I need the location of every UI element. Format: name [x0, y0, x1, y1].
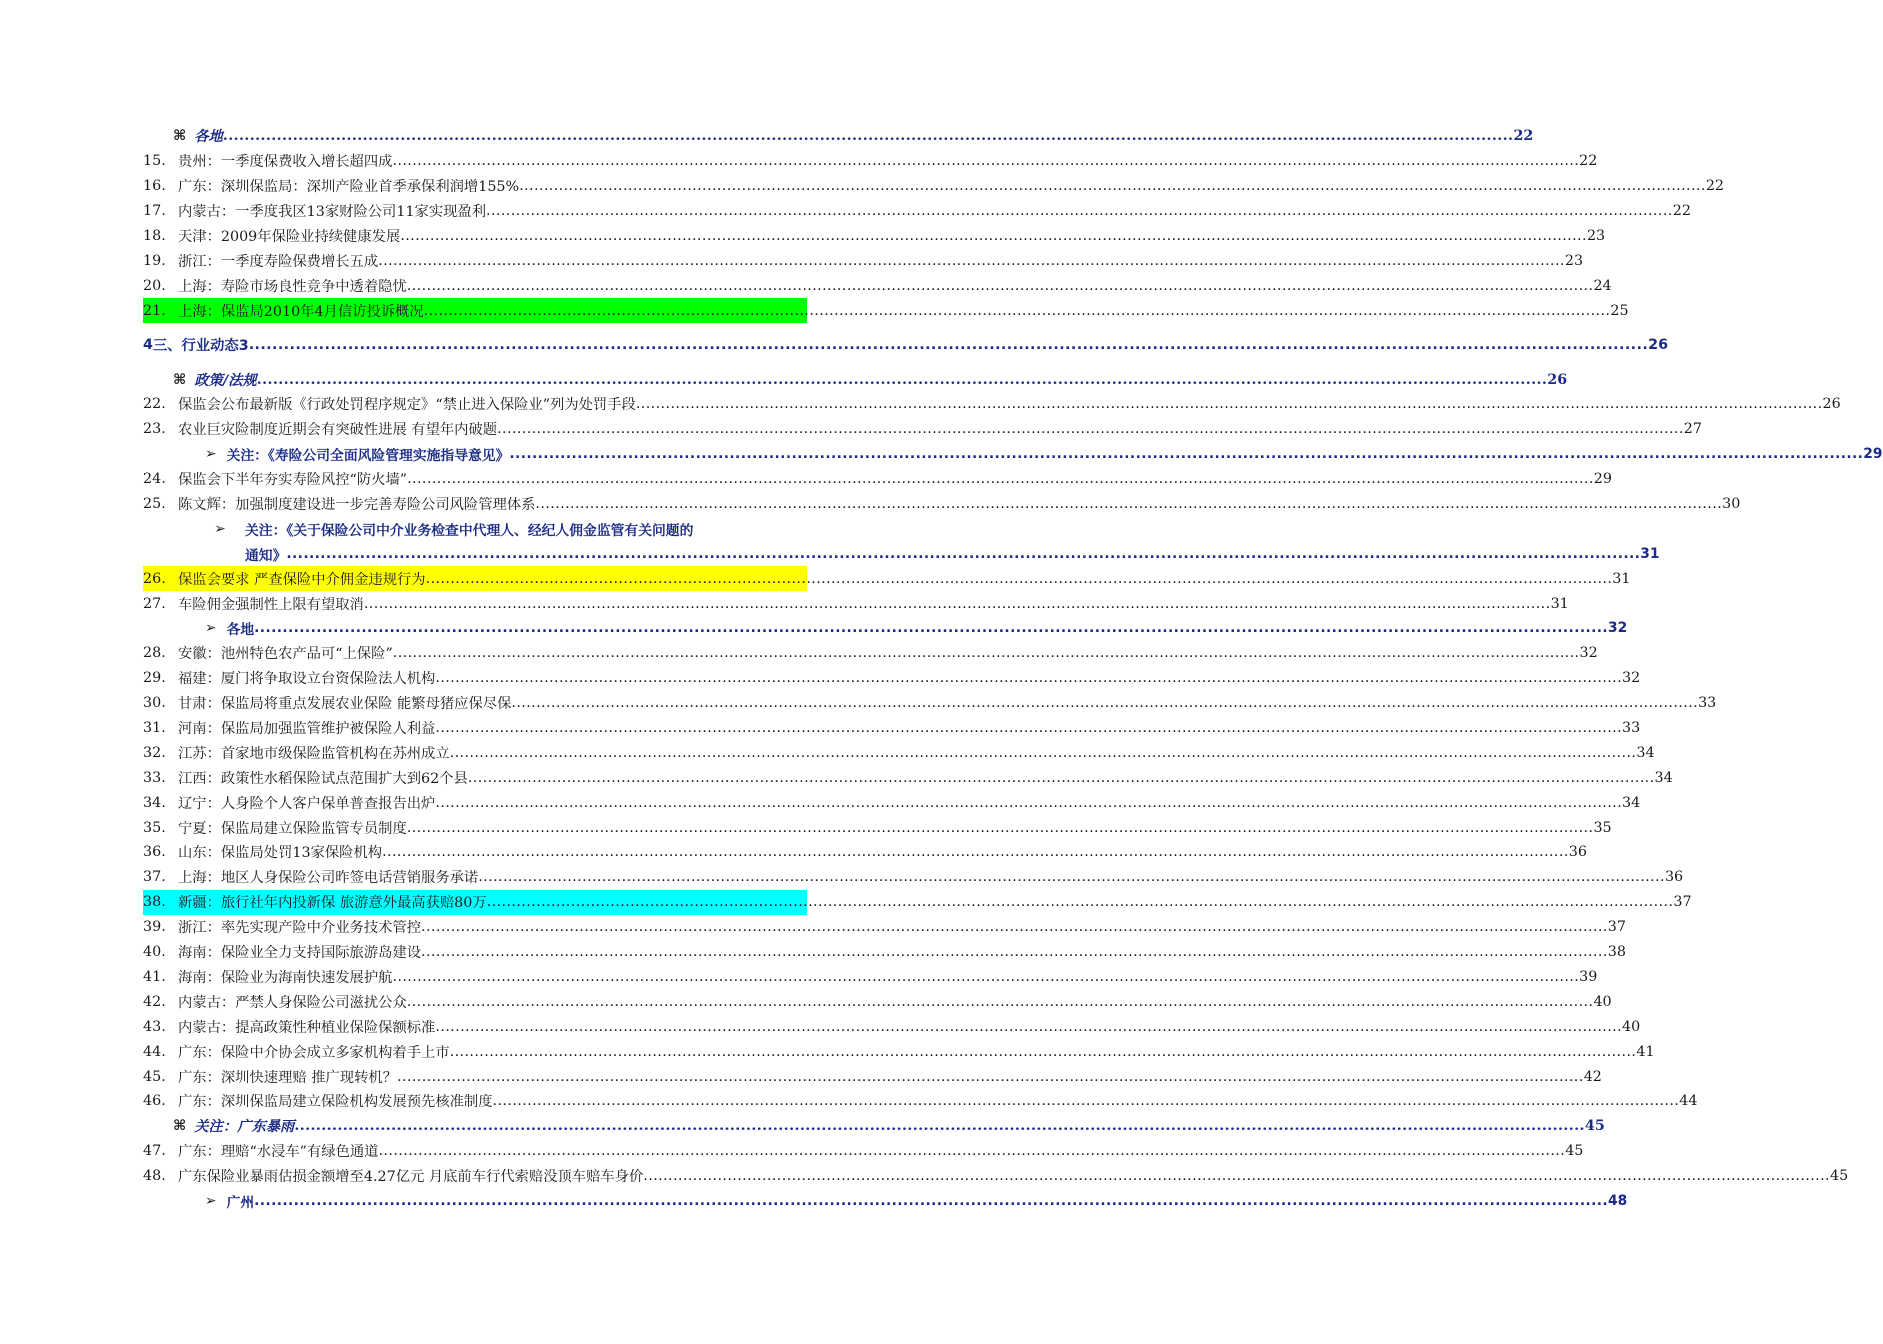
dot-leader: ................................................................................................................................................................................................................................................ — [486, 894, 1674, 911]
entry-title: 天津：2009年保险业持续健康发展 — [178, 229, 401, 245]
toc-entry[interactable] — [143, 716, 1641, 741]
toc-entry[interactable] — [143, 199, 1691, 224]
page-number: 32 — [1622, 670, 1641, 687]
page-number: 40 — [1593, 993, 1612, 1010]
entry-number: 44. — [143, 1043, 166, 1060]
page-number: 23 — [1564, 252, 1584, 269]
entry-number: 25. — [143, 496, 166, 513]
entry-number: 39. — [143, 919, 166, 936]
entry-title: 海南：保险业为海南快速发展护航 — [178, 969, 393, 986]
entry-number: 21. — [143, 302, 166, 319]
entry-number: 34. — [143, 794, 166, 811]
entry-title: 车险佣金强制性上限有望取消 — [178, 596, 364, 613]
toc-entry[interactable] — [143, 298, 1629, 323]
toc-entry[interactable] — [143, 765, 1673, 790]
entry-title: 保监会公布最新版《行政处罚程序规定》“禁止进入保险业”列为处罚手段 — [178, 397, 636, 414]
entry-title: 内蒙古：提高政策性种植业保险保额标准 — [178, 1019, 436, 1036]
entry-number: 28. — [143, 645, 166, 662]
entry-title: 浙江：率先实现产险中介业务技术管控 — [178, 920, 422, 937]
dot-leader: ................................................................................................................................................................................................................................................ — [421, 944, 1608, 961]
dot-leader: ................................................................................................................................................................................................................................................ — [254, 620, 1609, 637]
arrow-right-icon: ➢ — [205, 446, 217, 463]
toc-entry[interactable] — [143, 965, 1598, 990]
entry-title: 广东保险业暴雨估损金额增至4.27亿元 月底前车行代索赔没顶车赔车身价 — [178, 1169, 644, 1186]
page-number: 33 — [1698, 695, 1717, 712]
toc-subheading[interactable] — [143, 442, 1883, 467]
page-number: 23 — [1586, 228, 1606, 244]
toc-entry[interactable] — [143, 989, 1612, 1014]
entry-number: 23. — [143, 421, 166, 438]
toc-entry[interactable] — [143, 174, 1725, 199]
dot-leader: ................................................................................................................................................................................................................................................ — [492, 1093, 1680, 1110]
toc-entry[interactable] — [143, 492, 1741, 517]
entry-title: 宁夏：保监局建立保险监管专员制度 — [178, 820, 407, 837]
subheading-title: 各地 — [226, 622, 255, 639]
toc-entry[interactable] — [143, 790, 1641, 815]
dot-leader: ................................................................................................................................................................................................................................................ — [423, 302, 1611, 319]
page-number: 22 — [1579, 153, 1598, 170]
entry-title: 上海：保监局2010年4月信访投诉概况 — [178, 303, 424, 320]
page-number: 27 — [1683, 421, 1702, 438]
entry-title: 山东：保监局处罚13家保险机构 — [178, 845, 383, 862]
page-number: 44 — [1679, 1093, 1698, 1110]
group-title: 各地 — [194, 129, 223, 146]
toc-entry[interactable] — [143, 915, 1626, 940]
page-number: 48 — [1608, 1192, 1628, 1209]
entry-title: 广东：深圳快速理赔 推广现转机？ — [178, 1069, 397, 1086]
toc-entry[interactable] — [143, 1089, 1698, 1114]
dot-leader: ................................................................................................................................................................................................................................................ — [449, 744, 1637, 761]
toc-entry[interactable] — [143, 149, 1598, 174]
page-number: 34 — [1636, 744, 1655, 761]
command-icon: ⌘ — [173, 1118, 187, 1135]
dot-leader: ................................................................................................................................................................................................................................................ — [509, 446, 1864, 463]
page-number: 25 — [1610, 302, 1629, 319]
page-number: 22 — [1513, 128, 1534, 145]
toc-entry[interactable] — [143, 467, 1612, 492]
entry-title: 上海：地区人身保险公司昨签电话营销服务承诺 — [178, 870, 479, 887]
page-number: 40 — [1622, 1018, 1641, 1035]
dot-leader: ................................................................................................................................................................................................................................................ — [286, 545, 1641, 562]
toc-group-heading[interactable] — [143, 1114, 1605, 1139]
dot-leader: ................................................................................................................................................................................................................................................ — [435, 670, 1623, 687]
entry-number: 35. — [143, 819, 166, 836]
dot-leader: ................................................................................................................................................................................................................................................ — [378, 252, 1565, 269]
entry-number: 36. — [143, 844, 166, 861]
page-number: 37 — [1607, 919, 1626, 936]
page-number: 37 — [1673, 894, 1692, 911]
toc-entry[interactable] — [143, 566, 1631, 591]
dot-leader: ................................................................................................................................................................................................................................................ — [397, 1068, 1584, 1085]
entry-number: 33. — [143, 769, 166, 786]
entry-number: 29. — [143, 670, 166, 687]
dot-leader: ................................................................................................................................................................................................................................................ — [435, 794, 1623, 811]
entry-number: 20. — [143, 277, 166, 294]
entry-title: 广东：保险中介协会成立多家机构着手上市 — [178, 1044, 450, 1061]
entry-title: 农业巨灾险制度近期会有突破性进展 有望年内破题 — [178, 422, 498, 439]
toc-entry[interactable] — [143, 392, 1841, 417]
page-number: 33 — [1622, 720, 1641, 737]
dot-leader: ................................................................................................................................................................................................................................................ — [222, 128, 1514, 145]
entry-title: 陈文辉：加强制度建设进一步完善寿险公司风险管理体系 — [178, 497, 536, 514]
page-number: 30 — [1722, 496, 1741, 513]
page-number: 26 — [1547, 371, 1568, 388]
page-number: 38 — [1607, 944, 1626, 961]
dot-leader: ................................................................................................................................................................................................................................................ — [425, 570, 1613, 587]
toc-entry[interactable] — [143, 641, 1598, 666]
entry-number: 16. — [143, 178, 166, 195]
page-number: 31 — [1640, 545, 1660, 562]
entry-number: 31. — [143, 720, 166, 737]
dot-leader: ................................................................................................................................................................................................................................................ — [406, 819, 1594, 836]
entry-number: 19. — [143, 252, 166, 269]
page-number: 32 — [1608, 620, 1628, 637]
dot-leader: ................................................................................................................................................................................................................................................ — [363, 595, 1551, 612]
dot-leader: ................................................................................................................................................................................................................................................ — [294, 1118, 1585, 1135]
entry-title: 上海：寿险市场良性竞争中透着隐忧 — [178, 278, 407, 295]
entry-title: 福建：厦门将争取设立台资保险法人机构 — [178, 671, 436, 688]
toc-entry[interactable] — [143, 1039, 1655, 1064]
toc-entry[interactable] — [143, 865, 1684, 890]
dot-leader: ................................................................................................................................................................................................................................................ — [254, 1192, 1609, 1209]
entry-number: 43. — [143, 1018, 166, 1035]
arrow-right-icon: ➢ — [205, 1192, 217, 1209]
toc-entry[interactable] — [143, 740, 1655, 765]
page-number: 34 — [1622, 794, 1641, 811]
entry-number: 24. — [143, 471, 166, 488]
table-of-contents — [143, 124, 1883, 1213]
entry-number: 41. — [143, 968, 166, 985]
page-number: 35 — [1593, 819, 1612, 836]
dot-leader: ................................................................................................................................................................................................................................................ — [643, 1168, 1830, 1185]
toc-entry[interactable] — [143, 666, 1641, 691]
subheading-line-2 — [143, 541, 1660, 566]
subheading-line-1 — [143, 516, 807, 541]
dot-leader: ................................................................................................................................................................................................................................................ — [248, 337, 1649, 354]
entry-number: 47. — [143, 1143, 166, 1160]
entry-number: 18. — [143, 228, 166, 244]
entry-title: 保监会下半年夯实寿险风控“防火墙” — [178, 472, 408, 489]
page-number: 22 — [1672, 203, 1691, 220]
page-number: 34 — [1654, 769, 1673, 786]
entry-title: 新疆：旅行社年内投新保 旅游意外最高获赔80万 — [178, 895, 487, 912]
page-number: 26 — [1822, 396, 1841, 413]
arrow-right-icon: ➢ — [214, 520, 226, 537]
entry-number: 40. — [143, 944, 166, 961]
subheading-title: 关注：《寿险公司全面风险管理实施指导意见》 — [226, 448, 510, 465]
toc-entry[interactable] — [143, 1139, 1584, 1164]
entry-title: 江苏：首家地市级保险监管机构在苏州成立 — [178, 745, 450, 762]
command-icon: ⌘ — [173, 371, 187, 388]
dot-leader: ................................................................................................................................................................................................................................................ — [406, 277, 1594, 294]
toc-entry[interactable] — [143, 940, 1626, 965]
page-number: 24 — [1593, 277, 1612, 294]
page-number: 29 — [1863, 446, 1883, 463]
section-title: 三、行业动态3 — [152, 338, 249, 355]
entry-number: 45. — [143, 1068, 166, 1085]
entry-number: 42. — [143, 993, 166, 1010]
dot-leader: ................................................................................................................................................................................................................................................ — [406, 993, 1594, 1010]
page-number: 31 — [1550, 595, 1569, 612]
entry-title: 内蒙古：一季度我区13家财险公司11家实现盈利 — [178, 204, 487, 221]
toc-entry[interactable] — [143, 815, 1612, 840]
toc-entry[interactable] — [143, 591, 1569, 616]
page-number: 45 — [1565, 1143, 1584, 1160]
page-number: 39 — [1579, 968, 1598, 985]
dot-leader: ................................................................................................................................................................................................................................................ — [635, 396, 1823, 413]
toc-subheading[interactable] — [143, 616, 1628, 641]
subheading-title-continued: 通知》 — [245, 547, 287, 564]
dot-leader: ................................................................................................................................................................................................................................................ — [378, 1143, 1566, 1160]
entry-title: 广东：深圳保监局：深圳产险业首季承保利润增155% — [178, 179, 520, 196]
page-number: 26 — [1648, 337, 1669, 354]
entry-title: 海南：保险业全力支持国际旅游岛建设 — [178, 945, 422, 962]
page-number: 45 — [1584, 1118, 1605, 1135]
dot-leader: ................................................................................................................................................................................................................................................ — [478, 869, 1665, 886]
entry-title: 内蒙古：严禁人身保险公司滋扰公众 — [178, 994, 407, 1011]
entry-title: 安徽：池州特色农产品可“上保险” — [178, 646, 393, 663]
entry-number: 46. — [143, 1093, 166, 1110]
entry-number: 37. — [143, 869, 166, 886]
entry-number: 48. — [143, 1168, 166, 1185]
entry-number: 26. — [143, 570, 166, 587]
dot-leader: ................................................................................................................................................................................................................................................ — [519, 178, 1706, 195]
toc-group-heading[interactable] — [143, 124, 1534, 149]
entry-number: 15. — [143, 153, 166, 170]
entry-number: 32. — [143, 744, 166, 761]
toc-entry[interactable] — [143, 1064, 1602, 1089]
entry-number: 22. — [143, 396, 166, 413]
toc-entry[interactable] — [143, 224, 1606, 249]
entry-number: 30. — [143, 695, 166, 712]
page-number: 41 — [1636, 1043, 1655, 1060]
entry-title: 浙江：一季度寿险保费增长五成 — [178, 253, 379, 270]
command-icon: ⌘ — [173, 128, 187, 145]
page-number: 31 — [1612, 570, 1631, 587]
dot-leader: ................................................................................................................................................................................................................................................ — [511, 695, 1699, 712]
page-number: 45 — [1829, 1168, 1849, 1185]
dot-leader: ................................................................................................................................................................................................................................................ — [467, 769, 1655, 786]
dot-leader: ................................................................................................................................................................................................................................................ — [435, 1018, 1623, 1035]
dot-leader: ................................................................................................................................................................................................................................................ — [256, 371, 1548, 388]
entry-title: 辽宁：人身险个人客户保单普查报告出炉 — [178, 795, 436, 812]
toc-section-heading[interactable] — [143, 323, 1669, 367]
toc-entry[interactable] — [143, 890, 1692, 915]
toc-entry[interactable] — [143, 248, 1584, 273]
toc-entry[interactable] — [143, 1014, 1641, 1039]
toc-entry[interactable] — [143, 273, 1612, 298]
page-number: 36 — [1568, 844, 1587, 861]
toc-subheading[interactable] — [143, 1189, 1628, 1214]
entry-title: 保监会要求 严查保险中介佣金违规行为 — [178, 571, 426, 588]
group-title: 政策/法规 — [194, 372, 257, 389]
group-title: 关注：广东暴雨 — [194, 1119, 295, 1136]
dot-leader: ................................................................................................................................................................................................................................................ — [392, 153, 1580, 170]
entry-number: 38. — [143, 894, 166, 911]
entry-number: 27. — [143, 595, 166, 612]
dot-leader: ................................................................................................................................................................................................................................................ — [486, 203, 1673, 220]
entry-title: 贵州：一季度保费收入增长超四成 — [178, 154, 393, 171]
entry-title: 广东：理赔“水浸车”有绿色通道 — [178, 1144, 379, 1161]
entry-title: 河南：保监局加强监管维护被保险人利益 — [178, 721, 436, 738]
toc-entry[interactable] — [143, 691, 1717, 716]
page-number: 32 — [1579, 645, 1598, 662]
page-number: 42 — [1583, 1068, 1602, 1085]
entry-title: 江西：政策性水稻保险试点范围扩大到62个县 — [178, 770, 468, 787]
subheading-title: 关注：《关于保险公司中介业务检查中代理人、经纪人佣金监管有关问题的 — [245, 522, 694, 539]
section-number: 4 — [143, 337, 153, 354]
entry-title: 甘肃：保监局将重点发展农业保险 能繁母猪应保尽保 — [178, 696, 512, 713]
dot-leader: ................................................................................................................................................................................................................................................ — [392, 968, 1580, 985]
page-number: 29 — [1593, 471, 1612, 488]
dot-leader: ................................................................................................................................................................................................................................................ — [435, 720, 1623, 737]
dot-leader: ................................................................................................................................................................................................................................................ — [382, 844, 1569, 861]
toc-entry[interactable] — [143, 417, 1702, 442]
dot-leader: ................................................................................................................................................................................................................................................ — [497, 421, 1684, 438]
dot-leader: ................................................................................................................................................................................................................................................ — [400, 228, 1587, 244]
toc-group-heading[interactable] — [143, 367, 1568, 392]
page-number: 22 — [1705, 178, 1725, 195]
dot-leader: ................................................................................................................................................................................................................................................ — [535, 496, 1723, 513]
toc-entry[interactable] — [143, 840, 1587, 865]
arrow-right-icon: ➢ — [205, 620, 217, 637]
entry-number: 17. — [143, 203, 166, 220]
dot-leader: ................................................................................................................................................................................................................................................ — [407, 471, 1594, 488]
page-number: 36 — [1664, 869, 1684, 886]
toc-subheading[interactable] — [143, 516, 1660, 566]
entry-title: 广东：深圳保监局建立保险机构发展预先核准制度 — [178, 1094, 493, 1111]
dot-leader: ................................................................................................................................................................................................................................................ — [449, 1043, 1637, 1060]
toc-entry[interactable] — [143, 1164, 1849, 1189]
dot-leader: ................................................................................................................................................................................................................................................ — [421, 919, 1608, 936]
dot-leader: ................................................................................................................................................................................................................................................ — [392, 645, 1580, 662]
subheading-title: 广州 — [226, 1194, 255, 1211]
